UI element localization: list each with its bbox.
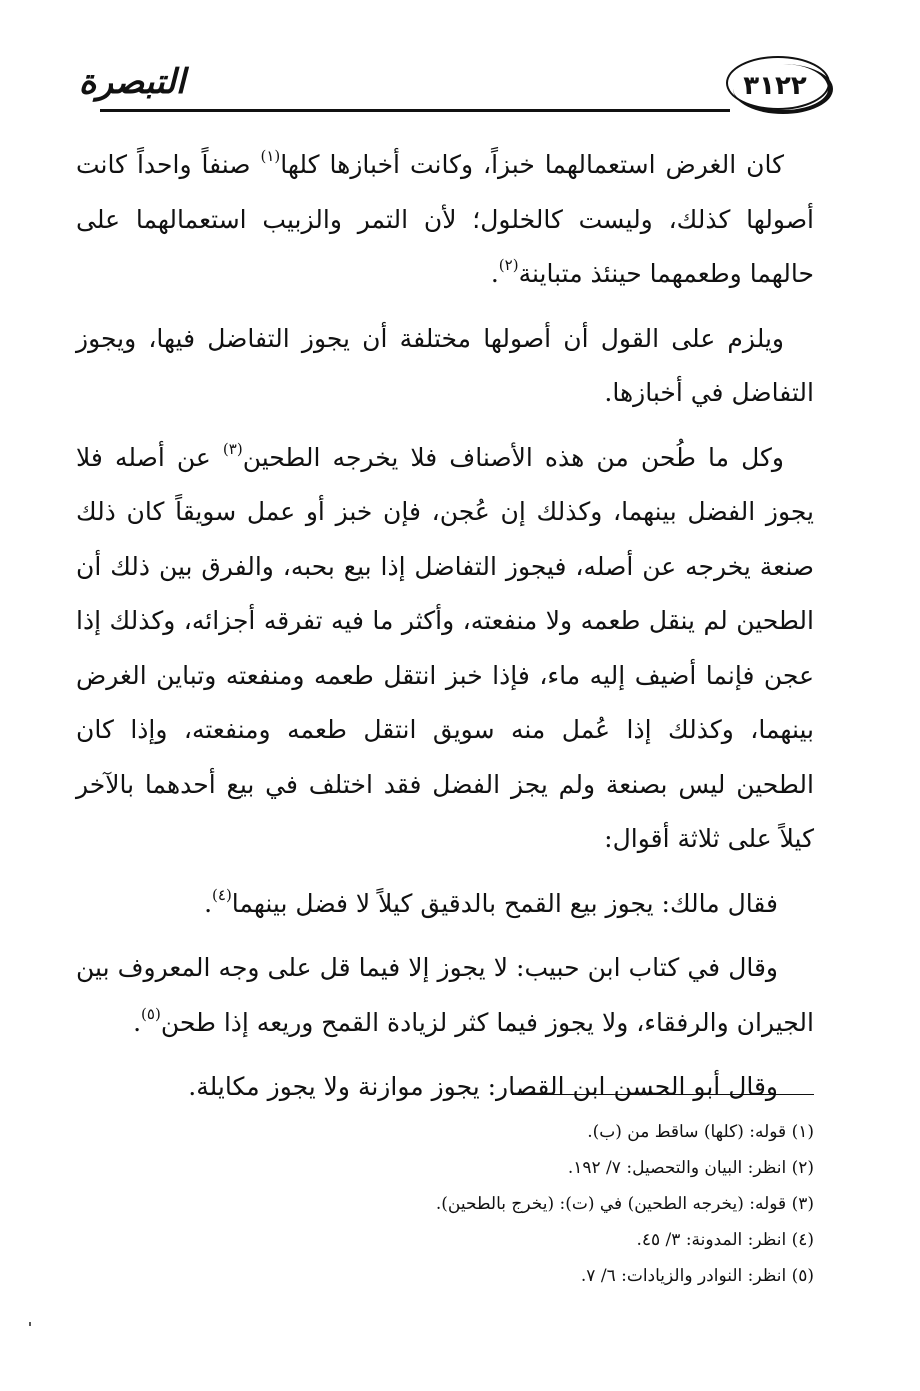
- paragraph: [76, 312, 814, 421]
- paragraph: [76, 431, 814, 867]
- text-run: .: [204, 888, 213, 918]
- main-text: [76, 138, 814, 1125]
- footnote: (٤) انظر: المدونة: ٣/ ٤٥.: [636, 1230, 814, 1250]
- footnote-ref[interactable]: (٤): [212, 885, 232, 904]
- paragraph: [76, 941, 814, 1050]
- page-number-oval: [726, 56, 830, 110]
- text-run: .: [490, 259, 499, 288]
- paragraph: [76, 138, 814, 302]
- text-run: صنفاً واحداً كانت أصولها كذلك، وليست كالخلول؛ لأن التمر والزبيب استعمالهما على حالهما وطعمهما حينئذ متباينة: [76, 150, 814, 288]
- book-title: التبصرة: [78, 62, 186, 102]
- footnote: (٢) انظر: البيان والتحصيل: ٧/ ١٩٢.: [567, 1158, 814, 1178]
- text-run: وكل ما طُحن من هذه الأصناف فلا يخرجه الطحين: [242, 442, 784, 472]
- paragraph: [76, 877, 814, 932]
- text-run: وقال في كتاب ابن حبيب: لا يجوز إلا فيما قل على وجه المعروف بين الجيران والرفقاء، ولا يجوز فيما كثر لزيادة القمح وريعه إذا طحن: [76, 953, 814, 1037]
- footnote: (٥) انظر: النوادر والزيادات: ٦/ ٧.: [580, 1266, 814, 1286]
- footnote-ref[interactable]: (٥): [141, 1004, 161, 1023]
- text-run: .: [133, 1007, 142, 1037]
- scan-speck: [29, 1322, 31, 1326]
- footnote-ref[interactable]: (١): [260, 147, 281, 165]
- footnote: (٣) قوله: (يخرجه الطحين) في (ت): (يخرج بالطحين).: [435, 1194, 814, 1214]
- text-run: فقال مالك: يجوز بيع القمح بالدقيق كيلاً لا فضل بينهما: [231, 888, 778, 918]
- text-run: عن أصله فلا يجوز الفضل بينهما، وكذلك إن عُجن، فإن خبز أو عمل سويقاً كان ذلك صنعة يخرجه عن أصله، فيجوز التفاضل إذا بيع بحبه، والفرق بين ذلك أن الطحين لم ينقل طعمه ولا منفعته، وأكثر ما فيه تفرقه أجزائه، وكذلك إذا عجن فإنما أضيف إليه ماء، فإذا خبز انتقل طعمه ومنفعته وتباين الغرض بينهما، وكذلك إذا عُمل منه سويق انتقل طعمه ومنفعته، وإذا كان الطحين ليس بصنعة ولم يجز الفضل فقد اختلف في بيع أحدهما بالآخر كيلاً على ثلاثة أقوال:: [76, 442, 814, 853]
- text-run: كان الغرض استعمالهما خبزاً، وكانت أخبازها كلها: [280, 150, 784, 179]
- page-header: [70, 52, 830, 118]
- text-run: وقال أبو الحسن ابن القصار: يجوز موازنة ولا يجوز مكايلة.: [188, 1072, 778, 1101]
- paragraph: [76, 1060, 814, 1115]
- text-run: ويلزم على القول أن أصولها مختلفة أن يجوز التفاضل فيها، ويجوز التفاضل في أخبازها.: [76, 323, 814, 407]
- footnotes: [400, 1114, 814, 1294]
- footnote-separator: [512, 1094, 814, 1095]
- footnote-ref[interactable]: (٣): [222, 439, 243, 458]
- footnote-ref[interactable]: (٢): [498, 256, 519, 274]
- footnote: (١) قوله: (كلها) ساقط من (ب).: [587, 1122, 814, 1142]
- page-number: ٣١٢٢: [743, 71, 807, 101]
- header-rule: [100, 109, 730, 112]
